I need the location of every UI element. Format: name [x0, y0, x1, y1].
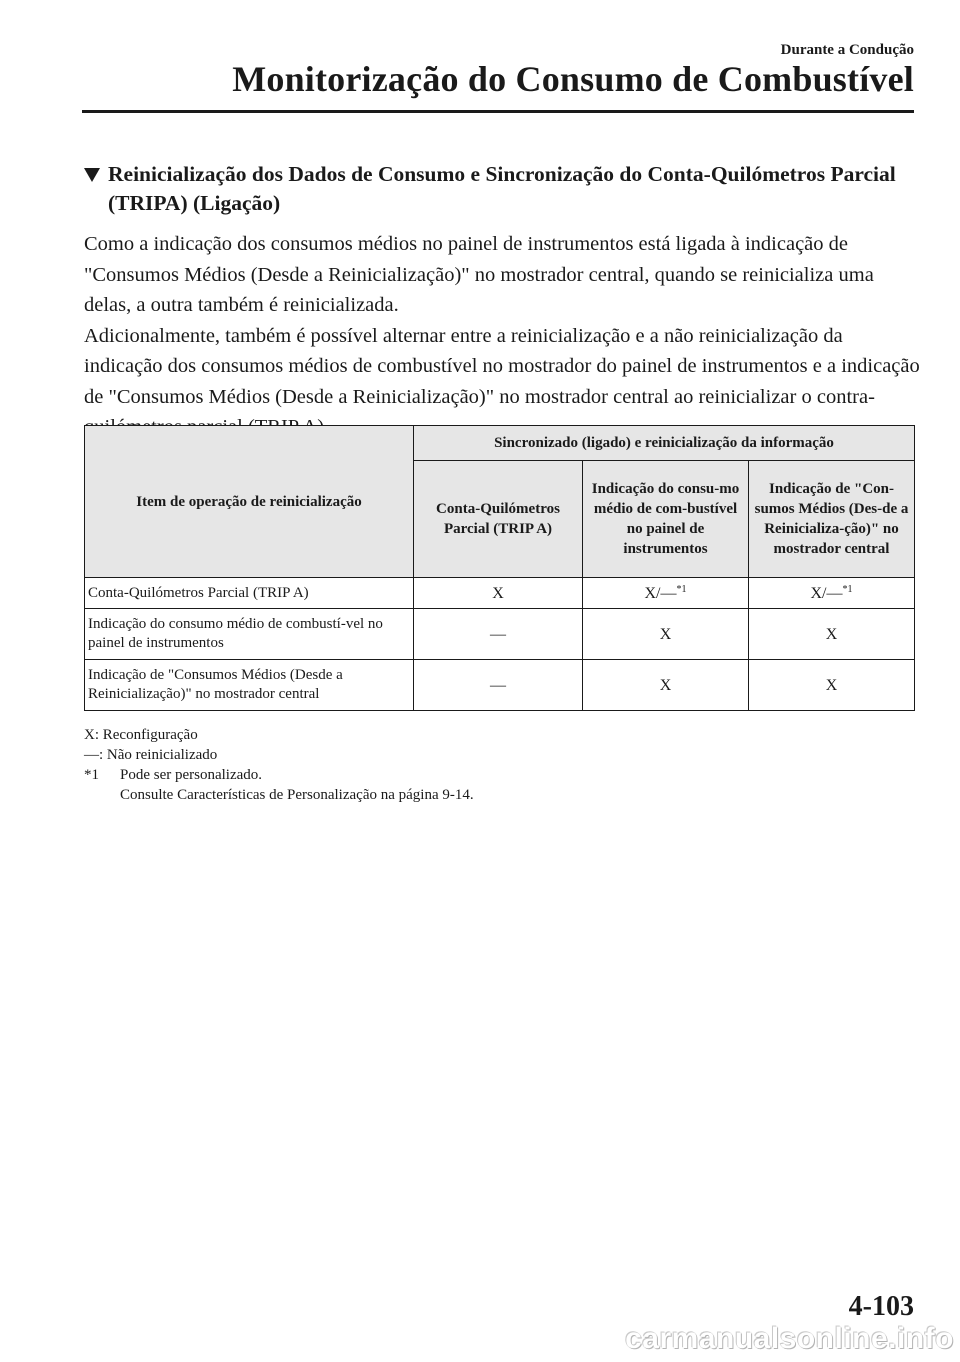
page-title: Monitorização do Consumo de Combustível: [232, 59, 914, 99]
footnote-ref: *1: [842, 583, 853, 595]
cell-value: X: [749, 660, 915, 711]
header-col-trip-a: Conta-Quilómetros Parcial (TRIP A): [414, 461, 583, 578]
cell-value: X: [583, 609, 749, 660]
row-label: Indicação de "Consumos Médios (Desde a Reinicialização)" no mostrador central: [85, 660, 414, 711]
table-row: [85, 609, 915, 660]
table-row: [85, 578, 915, 609]
cell-value: —: [414, 660, 583, 711]
footnote-ref: *1: [676, 583, 687, 595]
cell-value: X: [414, 578, 583, 609]
page-number: 4-103: [848, 1291, 914, 1322]
header-item-column: Item de operação de reinicialização: [85, 426, 414, 578]
watermark: carmanualsonline.info: [625, 1322, 954, 1355]
paragraph: Adicionalmente, também é possível alternar entre a reinicialização e a não reinicialização da indicação dos consumos médios de combustível no mostrador do painel de instrumentos e a indicação de "Consumos Médios (Desde a Reinicialização)" no mostrador central ao reinicializar o contra-: [84, 324, 920, 408]
header-col-central-display: Indicação de "Con-sumos Médios (Des-de a Reinicializa-ção)" no mostrador central: [749, 461, 915, 578]
cell-value: —: [414, 609, 583, 660]
body-text: [84, 229, 920, 443]
table-row: [85, 660, 915, 711]
header-group: Sincronizado (ligado) e reinicialização da informação: [414, 426, 915, 461]
header-col-instrument-panel: Indicação do consu-mo médio de com-bustível no painel de instrumentos: [583, 461, 749, 578]
section-label: Durante a Condução: [780, 42, 914, 58]
footnote-text: Pode ser personalizado.: [120, 767, 263, 783]
reset-operation-table: [84, 425, 915, 711]
row-label: Indicação do consumo médio de combustí-vel no painel de instrumentos: [85, 609, 414, 660]
section-heading: [84, 160, 914, 218]
footnote-reference: Consulte Características de Personalização na página 9-14.: [120, 787, 474, 803]
cell-value: X/—$^{*1}$: [749, 578, 915, 609]
triangle-bullet-icon: [84, 168, 100, 182]
cell-value: X: [749, 609, 915, 660]
paragraph: Como a indicação dos consumos médios no painel de instrumentos está ligada à indicação de "Consumos Médios (Desde a Reinicialização)" no mostrador central, quando se reinicializa uma delas, a outra também é reinicializada.: [84, 233, 874, 316]
cell-value: X: [583, 660, 749, 711]
footnote: [84, 765, 474, 785]
note-dash-legend: —: Não reinicializado: [84, 747, 218, 763]
header-divider: [82, 110, 914, 113]
footnote-marker: *1: [84, 767, 99, 783]
table-notes: [84, 725, 474, 805]
note-x-legend: X: Reconfiguração: [84, 727, 198, 743]
row-label: Conta-Quilómetros Parcial (TRIP A): [85, 578, 414, 609]
section-heading-text: Reinicialização dos Dados de Consumo e Sincronização do Conta-Quilómetros Parcial (TRIPA) (Ligação): [108, 162, 896, 215]
cell-value: X/—$^{*1}$: [583, 578, 749, 609]
